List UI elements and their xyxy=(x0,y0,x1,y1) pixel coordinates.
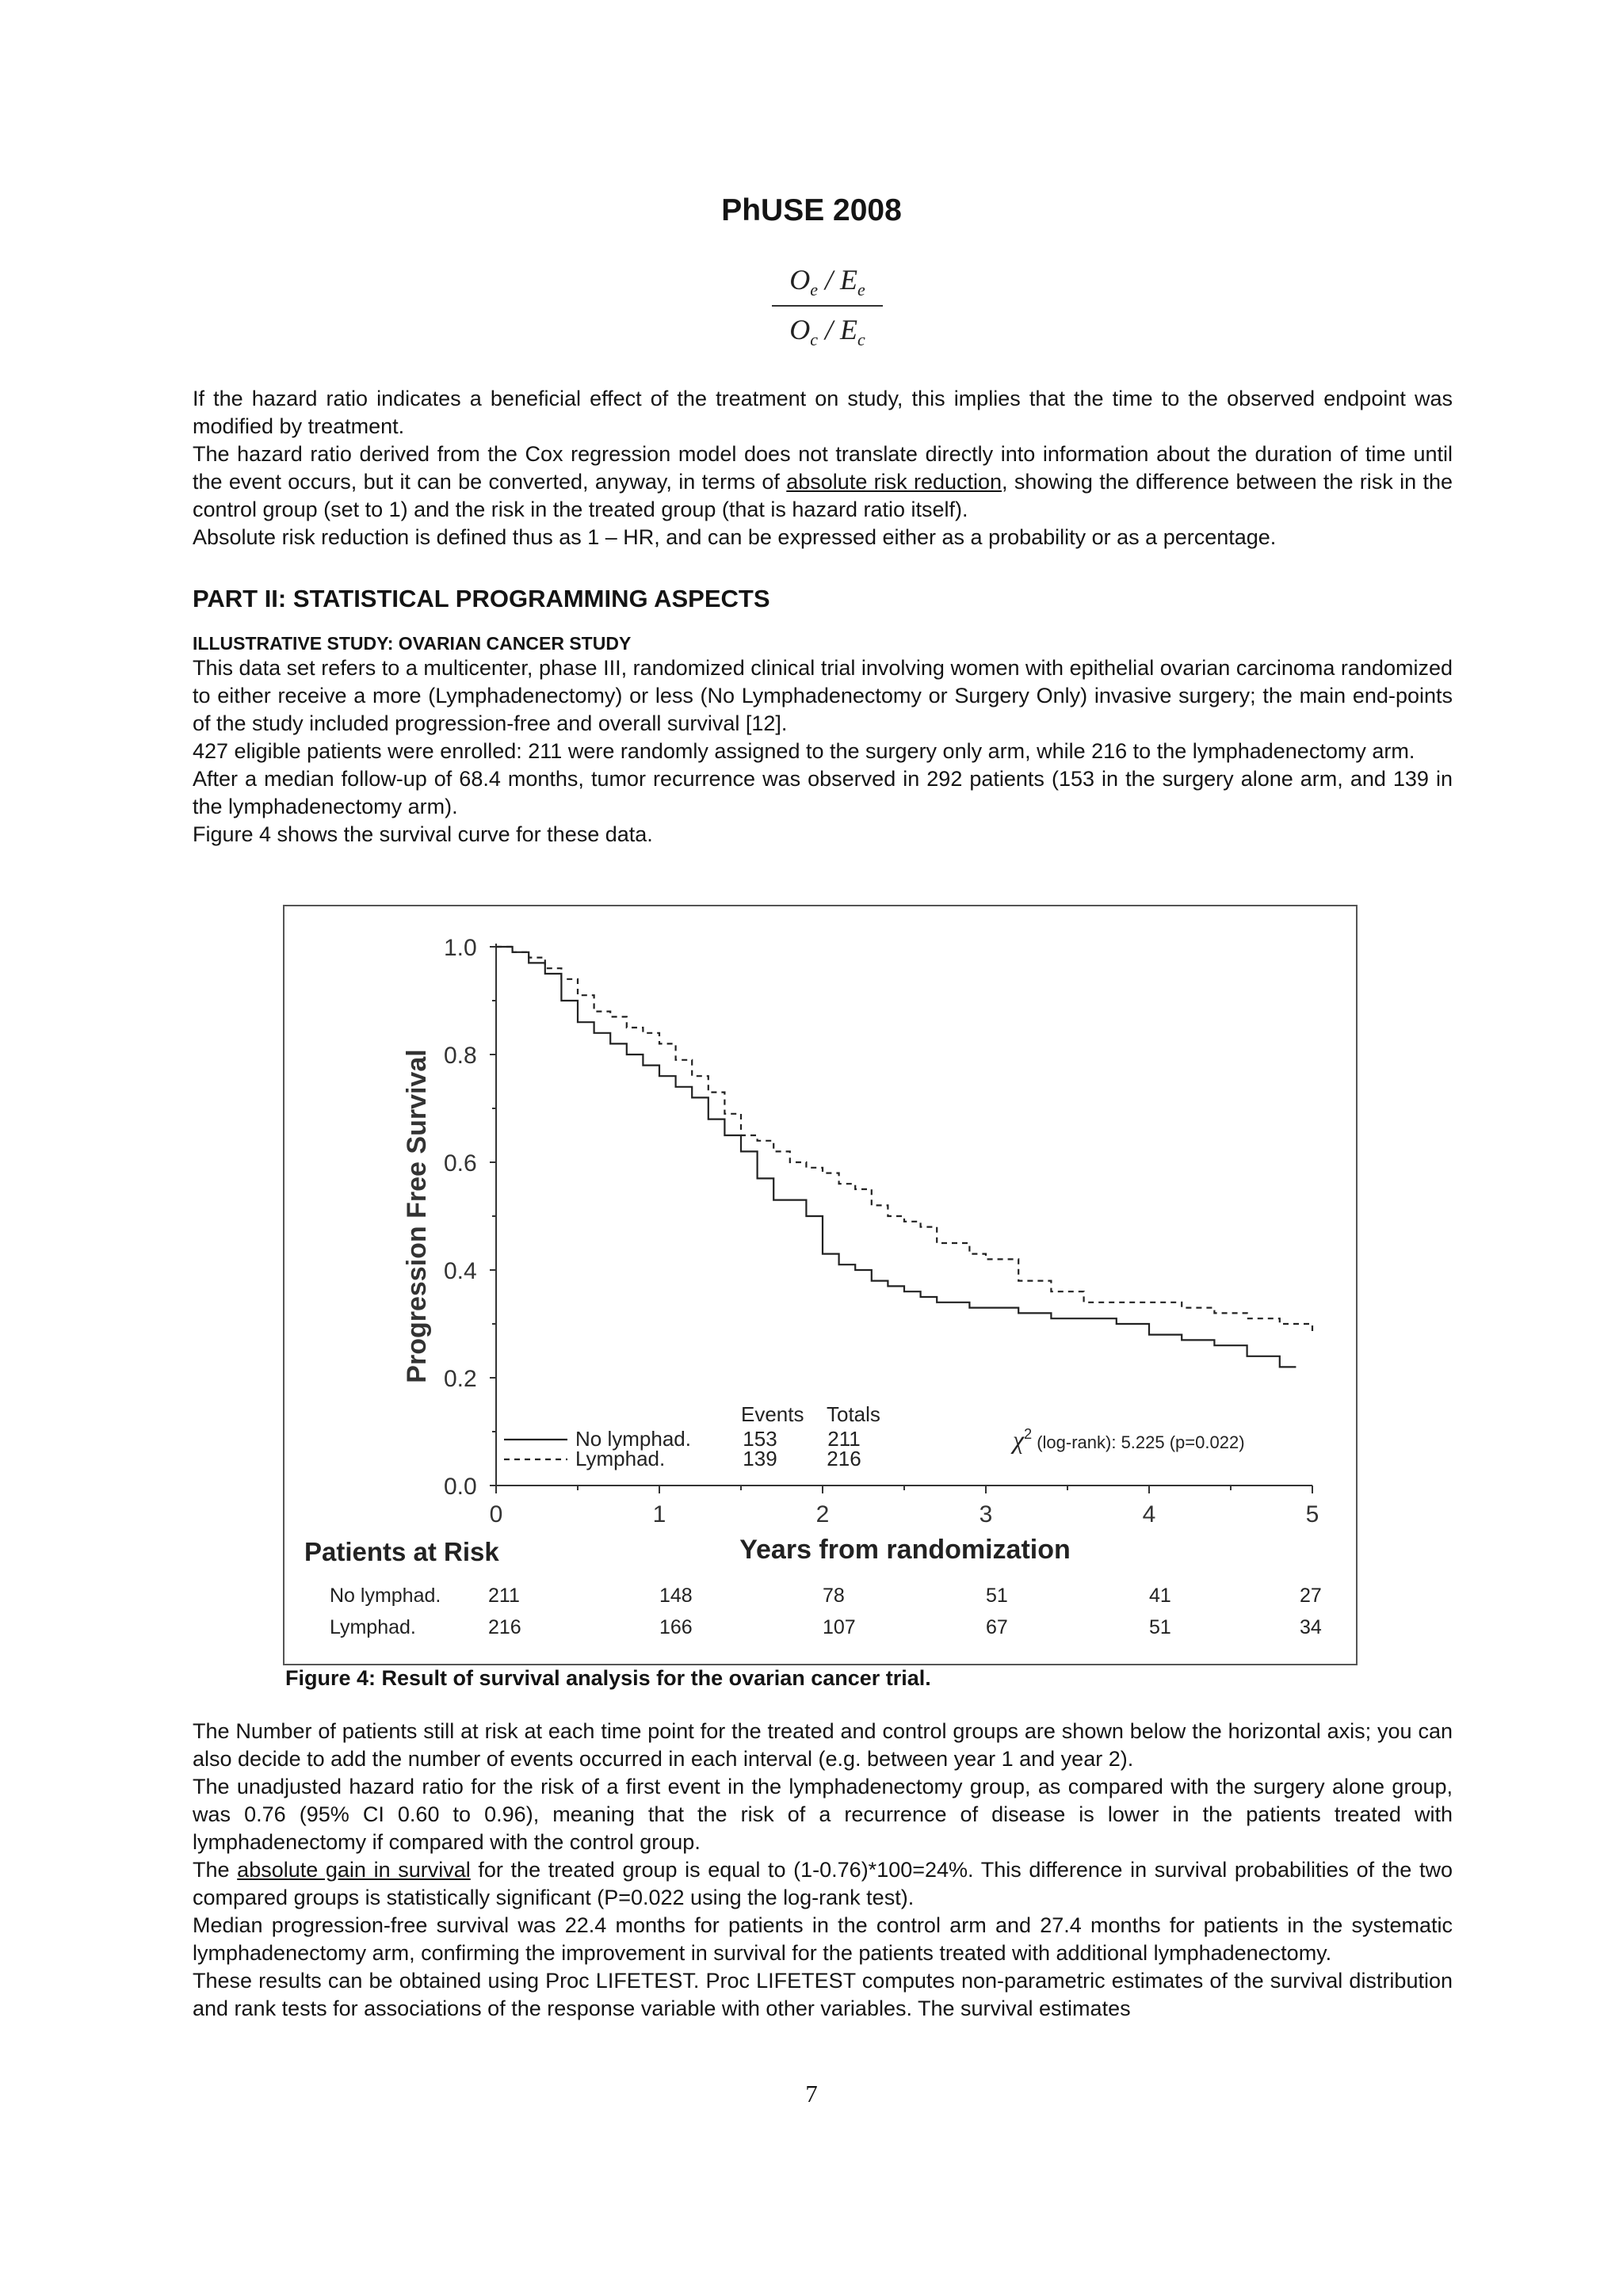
risk-value: 211 xyxy=(488,1585,520,1607)
risk-value: 78 xyxy=(823,1585,845,1607)
formula-slash-bottom: / xyxy=(824,314,833,346)
x-tick-label: 5 xyxy=(1305,1501,1319,1527)
formula-slash-top: / xyxy=(824,264,833,296)
log-rank-annotation: $\chi^2$ (log-rank): 5.225 (p=0.022) xyxy=(1013,1425,1245,1454)
risk-value: 148 xyxy=(659,1585,693,1607)
hazard-ratio-formula xyxy=(772,263,883,350)
formula-sub-e2: e xyxy=(857,280,865,300)
study-paragraph-4: Figure 4 shows the survival curve for these data. xyxy=(193,822,653,846)
y-tick-label: 0.4 xyxy=(444,1258,477,1284)
legend-totals-header: Totals xyxy=(827,1402,880,1426)
legend-events-1: 153 xyxy=(743,1427,777,1451)
results-paragraph-5: These results can be obtained using Proc LIFETEST. Proc LIFETEST computes non-parametric estimates of the survival distribution and rank tests for associations of the response variable with other variables. The survival estimates xyxy=(193,1969,1453,2020)
legend-label-2: Lymphad. xyxy=(575,1447,666,1470)
risk-value: 41 xyxy=(1149,1585,1171,1607)
x-axis-title: Years from randomization xyxy=(739,1535,1071,1565)
absolute-gain-term: absolute gain in survival xyxy=(237,1858,471,1882)
x-tick-label: 0 xyxy=(489,1501,503,1527)
x-tick-label: 2 xyxy=(815,1501,830,1527)
intro-paragraph-2 xyxy=(193,441,1453,524)
y-tick-label: 0.6 xyxy=(444,1150,477,1177)
x-tick-label: 4 xyxy=(1142,1501,1156,1527)
risk-row-label-2: Lymphad. xyxy=(330,1616,416,1638)
legend-totals-2: 216 xyxy=(827,1447,861,1470)
series-1-curve xyxy=(496,947,1296,1367)
legend-totals-1: 211 xyxy=(827,1427,861,1451)
results-paragraph-1: The Number of patients still at risk at each time point for the treated and control groups are shown below the horizontal axis; you can also decide to add the number of events occurred in each interval (e.g. between year 1 and year 2). xyxy=(193,1719,1453,1771)
formula-denominator xyxy=(772,307,883,350)
intro-text xyxy=(193,385,1453,551)
formula-numerator xyxy=(772,263,883,307)
risk-value: 67 xyxy=(986,1616,1008,1638)
risk-value: 51 xyxy=(1149,1616,1171,1638)
formula-o-e: O xyxy=(789,264,811,296)
risk-value: 27 xyxy=(1300,1585,1322,1607)
x-tick-label: 3 xyxy=(979,1501,993,1527)
formula-sub-c: c xyxy=(810,330,818,350)
figure-caption: Figure 4: Result of survival analysis for the ovarian cancer trial. xyxy=(285,1666,931,1690)
risk-row-label-1: No lymphad. xyxy=(330,1585,441,1607)
absolute-risk-reduction-term: absolute risk reduction xyxy=(786,470,1002,494)
page-number: 7 xyxy=(805,2080,818,2107)
section-subheading: ILLUSTRATIVE STUDY: OVARIAN CANCER STUDY xyxy=(193,633,632,654)
intro-paragraph-1: If the hazard ratio indicates a beneficial effect of the treatment on study, this implies that the time to the observed endpoint was modified by treatment. xyxy=(193,387,1453,438)
results-text xyxy=(193,1718,1453,2023)
study-paragraph-1: This data set refers to a multicenter, phase III, randomized clinical trial involving women with epithelial ovarian carcinoma randomized to either receive a more (Lymphadenectomy) or less (No Lymphadenectomy or Surgery Only) invasive surgery; the main end-points of the study included progression-free and overall survival [12]. xyxy=(193,656,1453,735)
intro-p2-part-b: , showing the difference between the risk in the control group (set to 1) and the risk in the treated group (that is hazard ratio itself). xyxy=(193,470,1453,521)
risk-value: 216 xyxy=(488,1616,521,1638)
legend-events-2: 139 xyxy=(743,1447,777,1470)
results-paragraph-3 xyxy=(193,1856,1453,1912)
series-2-curve xyxy=(496,947,1312,1335)
survival-figure xyxy=(283,905,1358,1665)
intro-paragraph-3: Absolute risk reduction is defined thus as 1 – HR, and can be expressed either as a probability or as a percentage. xyxy=(193,525,1277,549)
risk-value: 166 xyxy=(659,1616,693,1638)
y-tick-label: 1.0 xyxy=(444,935,477,961)
formula-sub-e: e xyxy=(810,280,818,300)
results-paragraph-2: The unadjusted hazard ratio for the risk of a first event in the lymphadenectomy group, as compared with the surgery alone group, was 0.76 (95% CI 0.60 to 0.96), meaning that the risk of a recurrence of disease is lower in the patients treated with lymphadenectomy if compared with the control group. xyxy=(193,1775,1453,1854)
legend-label-1: No lymphad. xyxy=(575,1427,691,1451)
risk-table-title: Patients at Risk xyxy=(304,1537,499,1566)
page-title: PhUSE 2008 xyxy=(721,193,902,227)
intro-p2-part-a: The hazard ratio derived from the Cox regression model does not translate directly into information about the duration of time until the event occurs, but it can be converted, anyway, in terms of xyxy=(193,442,1453,494)
y-tick-label: 0.2 xyxy=(444,1366,477,1392)
study-paragraph-2: 427 eligible patients were enrolled: 211 were randomly assigned to the surgery only arm, while 216 to the lymphadenectomy arm. xyxy=(193,739,1415,763)
y-tick-label: 0.0 xyxy=(444,1474,477,1500)
formula-sub-c2: c xyxy=(857,330,865,350)
study-paragraph-3: After a median follow-up of 68.4 months, tumor recurrence was observed in 292 patients (153 in the surgery alone arm, and 139 in the lymphadenectomy arm). xyxy=(193,767,1453,818)
survival-chart xyxy=(285,906,1356,1664)
study-text xyxy=(193,654,1453,849)
y-tick-label: 0.8 xyxy=(444,1043,477,1069)
formula-e-c: E xyxy=(840,314,857,346)
risk-value: 34 xyxy=(1300,1616,1322,1638)
risk-value: 107 xyxy=(823,1616,856,1638)
results-paragraph-4: Median progression-free survival was 22.4 months for patients in the control arm and 27.4 months for patients in the systematic lymphadenectomy arm, confirming the improvement in survival for the patients treated with additional lymphadenectomy. xyxy=(193,1913,1453,1965)
formula-e-e: E xyxy=(840,264,857,296)
chart-legend xyxy=(504,1402,1245,1470)
results-p3-part-b: for the treated group is equal to (1-0.76)*100=24%. This difference in survival probabilities of the two compared groups is statistically significant (P=0.022 using the log-rank test). xyxy=(193,1858,1453,1909)
chart-curves xyxy=(496,947,1312,1367)
formula-o-c: O xyxy=(789,314,811,346)
legend-events-header: Events xyxy=(741,1402,804,1426)
y-axis-title: Progression Free Survival xyxy=(402,1049,432,1383)
section-heading: PART II: STATISTICAL PROGRAMMING ASPECTS xyxy=(193,585,770,612)
results-p3-part-a: The xyxy=(193,1858,238,1882)
x-tick-label: 1 xyxy=(652,1501,666,1527)
risk-value: 51 xyxy=(986,1585,1008,1607)
